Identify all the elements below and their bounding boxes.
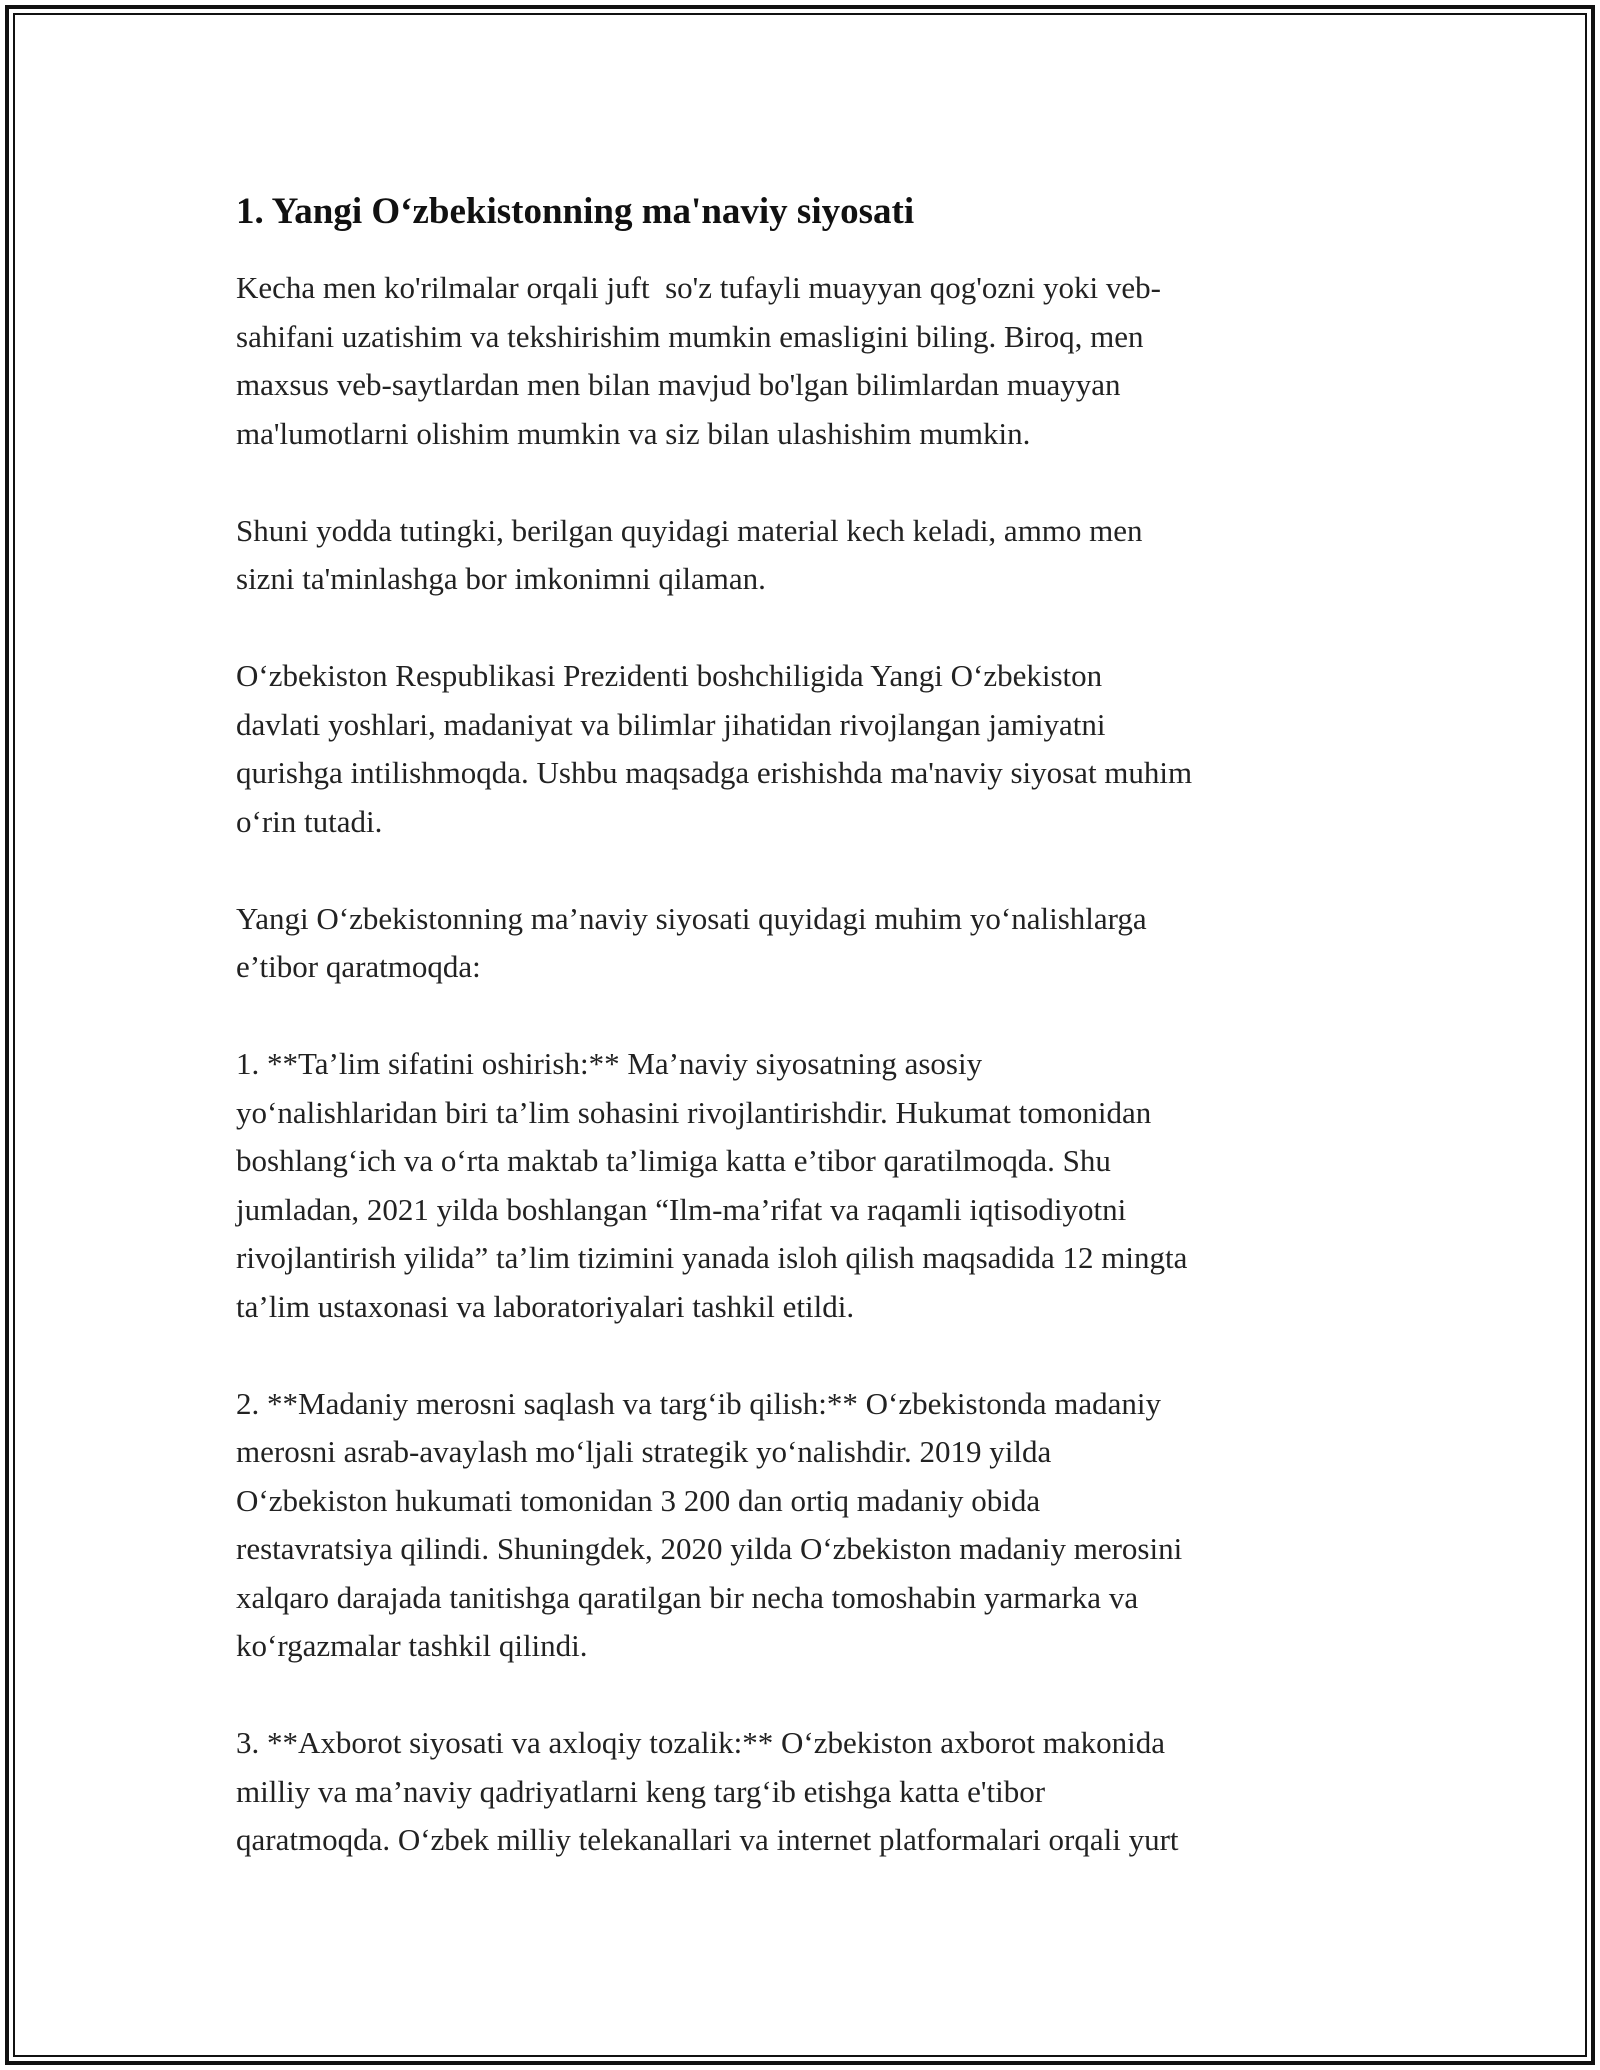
document-heading: 1. Yangi O‘zbekistonning ma'naviy siyosati — [236, 191, 915, 232]
list-intro-paragraph: Yangi O‘zbekistonning ma’naviy siyosati quyidagi muhim yo‘nalishlarga e’tibor qaratmoqda: — [236, 900, 1147, 984]
intro-paragraph: Kecha men ko'rilmalar orqali juft so'z tufayli muayyan qog'ozni yoki veb- sahifani uzatishim va tekshirishim mumkin emasligini biling. Biroq, men maxsus veb-saytlardan men bilan mavjud bo'lgan bilimlardan muayyan ma'lumotlarni olishim mumkin va siz bilan ulashishim mumkin. — [236, 270, 1161, 451]
note-paragraph: Shuni yodda tutingki, berilgan quyidagi material kech keladi, ammo men sizni ta'minlashga bor imkonimni qilaman. — [236, 512, 1143, 596]
list-item-heritage: 2. **Madaniy merosni saqlash va targ‘ib qilish:** O‘zbekistonda madaniy merosni asrab-avaylash mo‘ljali strategik yo‘nalishdir. 2019 yilda O‘zbekiston hukumati tomonidan 3 200 dan ortiq madaniy obida restavratsiya qilindi. Shuningdek, 2020 yilda O‘zbekiston madaniy merosini xalqaro darajada tanitishga qaratilgan bir necha tomoshabin yarmarka va ko‘rgazmalar tashkil qilindi. — [236, 1385, 1183, 1663]
document-body — [236, 188, 1386, 1913]
list-item-education: 1. **Ta’lim sifatini oshirish:** Ma’naviy siyosatning asosiy yo‘nalishlaridan biri ta’lim sohasini rivojlantirishdir. Hukumat tomonidan boshlang‘ich va o‘rta maktab ta’limiga katta e’tibor qaratilmoqda. Shu jumladan, 2021 yilda boshlangan “Ilm-ma’rifat va raqamli iqtisodiyotni rivojlantirish yilida” ta’lim tizimini yanada isloh qilish maqsadida 12 mingta ta’lim ustaxonasi va laboratoriyalari tashkil etildi. — [236, 1046, 1188, 1324]
list-item-information-policy: 3. **Axborot siyosati va axloqiy tozalik:** O‘zbekiston axborot makonida milliy va ma’naviy qadriyatlarni keng targ‘ib etishga katta e'tibor qaratmoqda. O‘zbek milliy telekanallari va internet platformalari orqali yurt — [236, 1725, 1179, 1857]
context-paragraph: O‘zbekiston Respublikasi Prezidenti boshchiligida Yangi O‘zbekiston davlati yoshlari, madaniyat va bilimlar jihatidan rivojlangan jamiyatni qurishga intilishmoqda. Ushbu maqsadga erishishda ma'naviy siyosat muhim o‘rin tutadi. — [236, 658, 1193, 839]
